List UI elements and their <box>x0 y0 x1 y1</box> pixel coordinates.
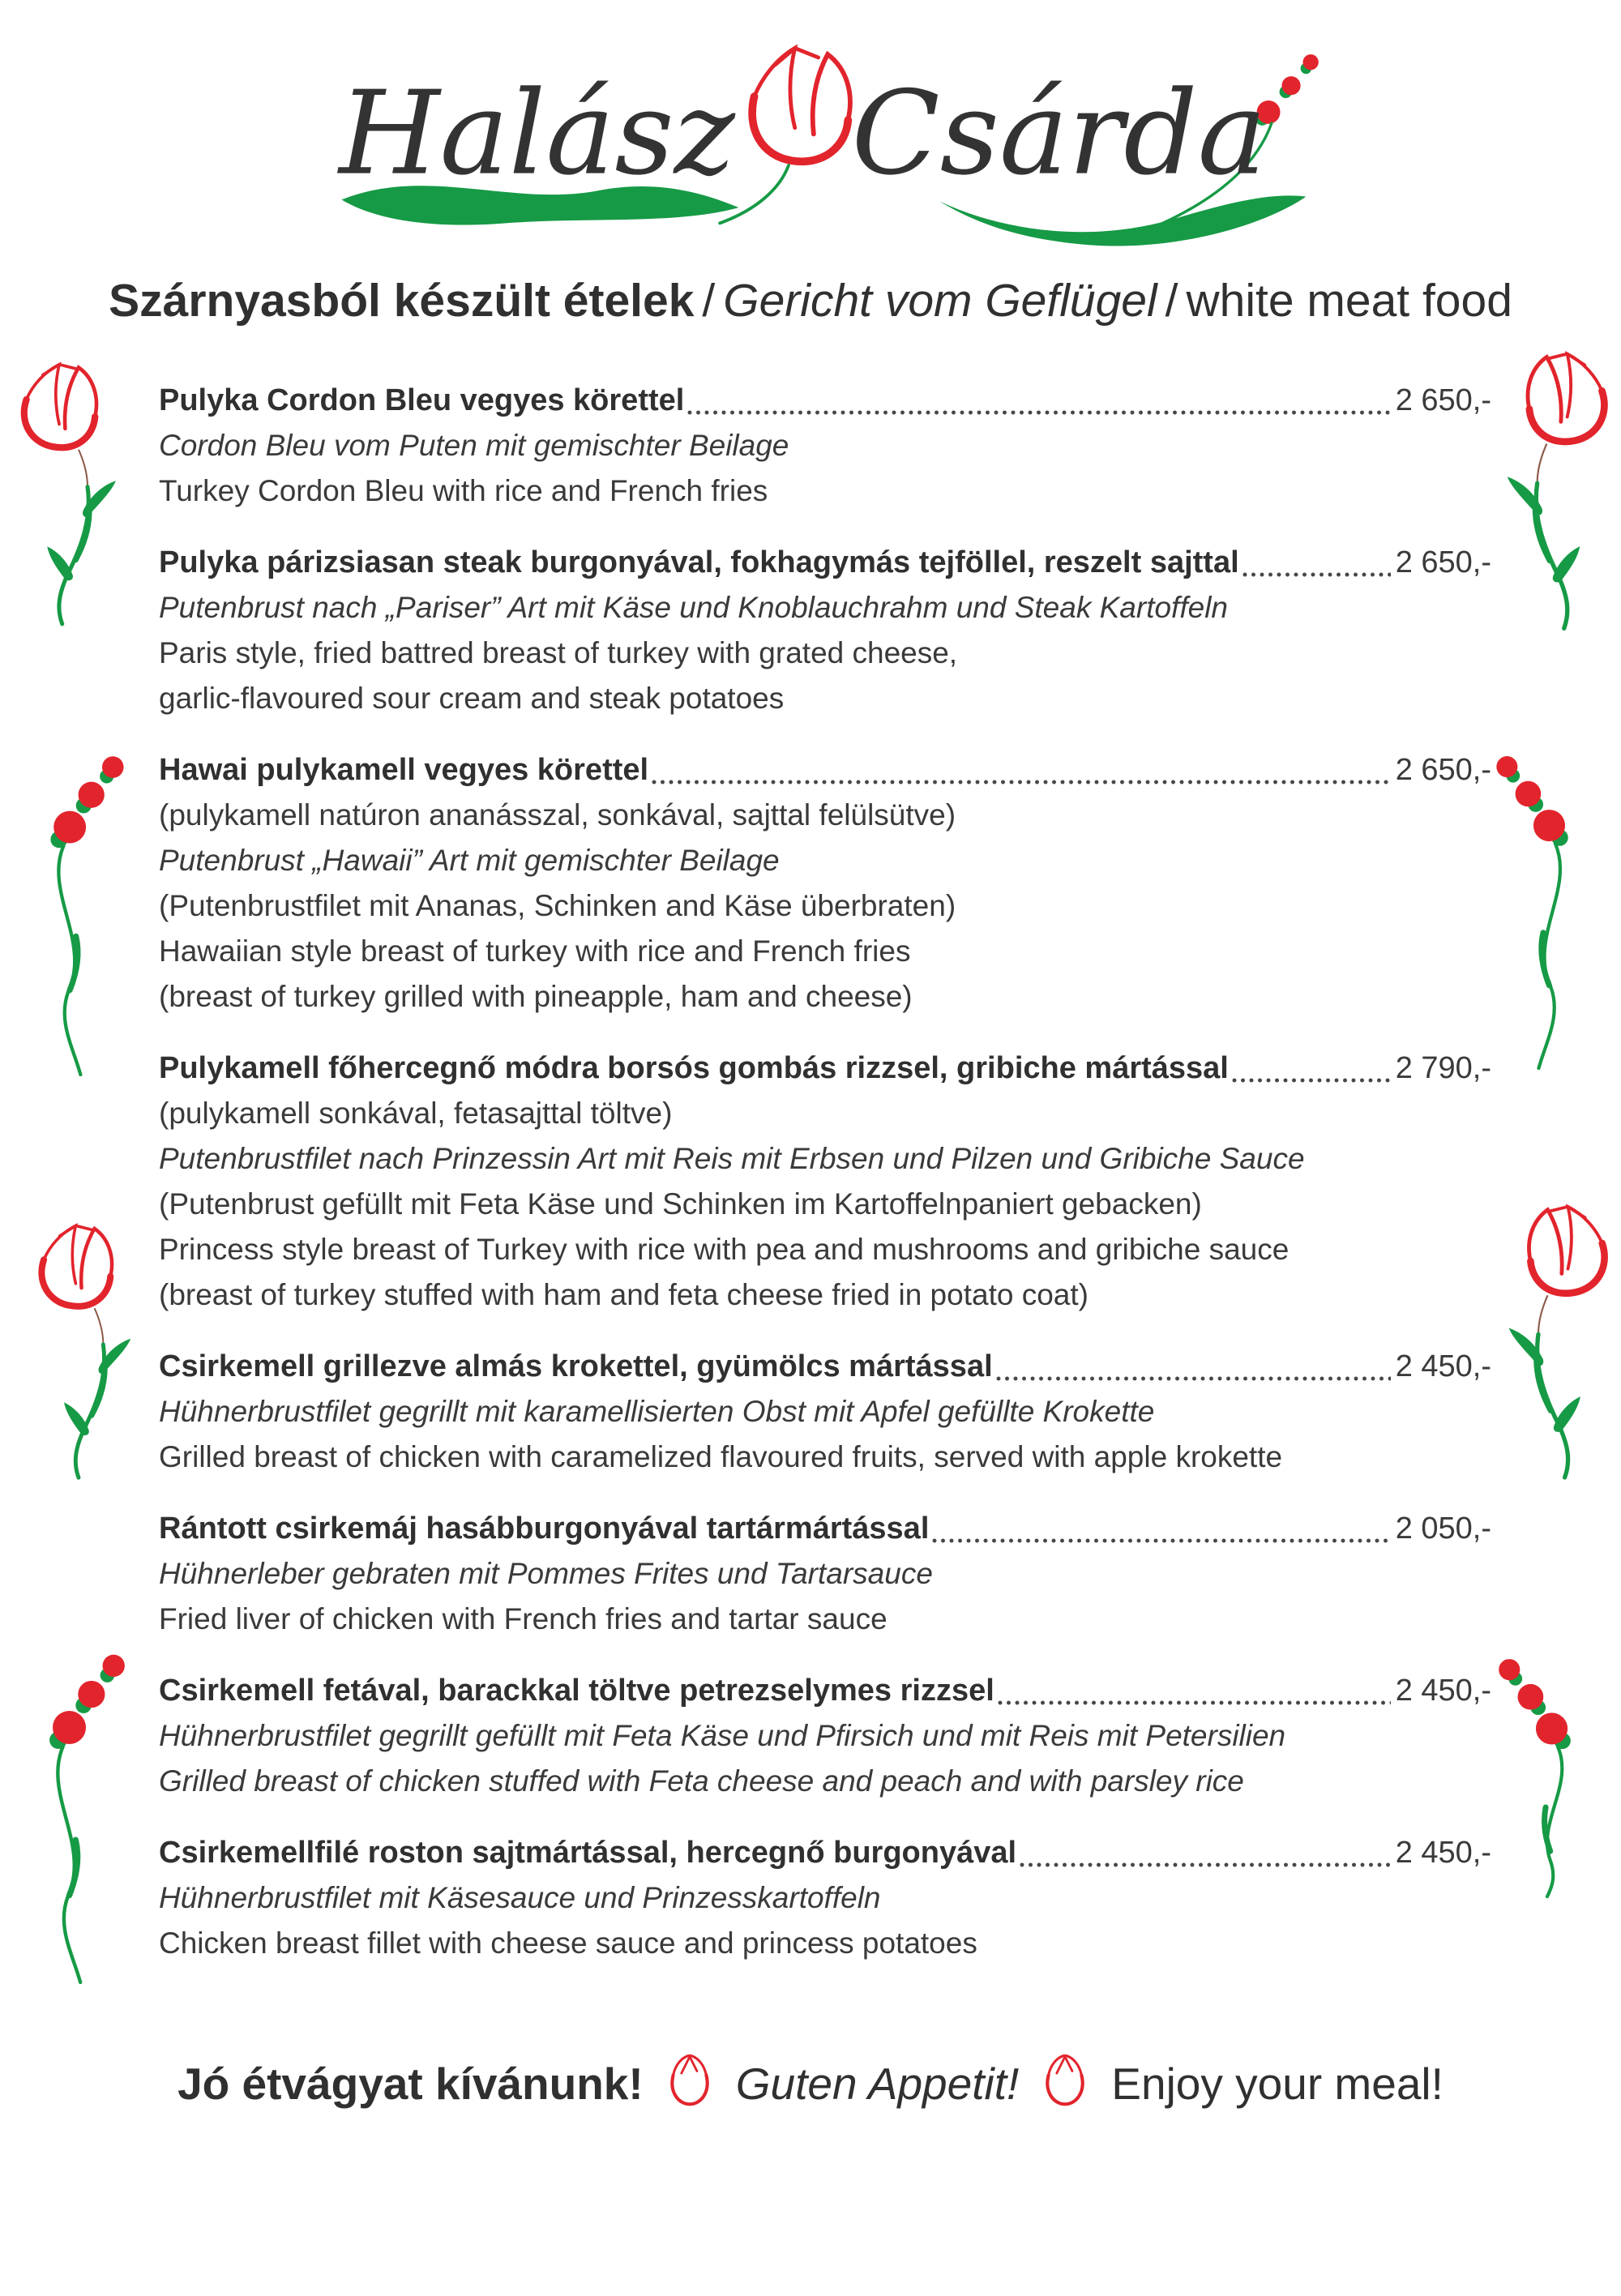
dish-title-row <box>159 540 1491 585</box>
dish-price: 2 450,- <box>1395 1836 1491 1870</box>
dish-descriptions <box>159 1713 1491 1804</box>
dotted-leader <box>687 410 1390 415</box>
menu-item <box>159 1506 1491 1642</box>
dish-price: 2 790,- <box>1395 1051 1491 1085</box>
dish-title-row <box>159 1668 1491 1713</box>
berries-icon <box>1485 746 1580 1070</box>
dish-description-line: (Putenbrustfilet mit Ananas, Schinken and Käse überbraten) <box>159 889 956 922</box>
tulip-icon <box>1499 1199 1616 1481</box>
dish-description-line: garlic-flavoured sour cream and steak potatoes <box>159 682 785 715</box>
menu-item <box>159 1045 1491 1318</box>
dish-description-line: Hawaiian style breast of turkey with rice and French fries <box>159 934 911 968</box>
tulip-icon <box>665 2050 715 2110</box>
dish-descriptions <box>159 423 1491 514</box>
dish-price: 2 650,- <box>1395 753 1491 787</box>
dish-description-line: Fried liver of chicken with French fries and tartar sauce <box>159 1602 887 1635</box>
dotted-leader <box>1232 1078 1391 1083</box>
berries-icon <box>39 746 135 1076</box>
footer-english: Enjoy your meal! <box>1111 2059 1444 2109</box>
footer-german: Guten Appetit! <box>735 2059 1020 2109</box>
dish-description-line: (Putenbrust gefüllt mit Feta Käse und Schinken im Kartoffelnpaniert gebacken) <box>159 1187 1202 1221</box>
logo-graphic <box>211 34 1410 253</box>
tulip-icon <box>31 1214 139 1486</box>
dish-descriptions <box>159 1389 1491 1480</box>
menu-item <box>159 1344 1491 1480</box>
menu-item <box>159 378 1491 514</box>
heading-german: Gericht vom Geflügel <box>723 275 1157 327</box>
dish-price: 2 650,- <box>1395 383 1491 417</box>
menu-item <box>159 1830 1491 1966</box>
heading-separator: / <box>1165 275 1178 327</box>
dish-description-line: (breast of turkey grilled with pineapple, ham and cheese) <box>159 980 913 1013</box>
dish-price: 2 650,- <box>1395 545 1491 579</box>
footer-greeting <box>0 2057 1621 2110</box>
logo-tulip-icon <box>720 48 850 223</box>
berries-icon <box>1490 1644 1580 1903</box>
dish-description-line: Putenbrust „Hawaii” Art mit gemischter Beilage <box>159 844 780 877</box>
dish-price: 2 050,- <box>1395 1511 1491 1546</box>
dotted-leader <box>932 1538 1390 1543</box>
dotted-leader <box>998 1700 1391 1705</box>
dish-description-line: Princess style breast of Turkey with rice with pea and mushrooms and gribiche sauce <box>159 1233 1290 1266</box>
dish-descriptions <box>159 1551 1491 1642</box>
tulip-icon <box>13 355 125 631</box>
dish-name: Hawai pulykamell vegyes körettel <box>159 753 649 787</box>
dotted-leader <box>996 1376 1391 1381</box>
dish-description-line: Hühnerbrustfilet mit Käsesauce und Prinzesskartoffeln <box>159 1881 881 1914</box>
menu-item <box>159 540 1491 721</box>
dish-description-line: Grilled breast of chicken stuffed with Feta cheese and peach and with parsley rice <box>159 1764 1244 1798</box>
heading-separator: / <box>702 275 716 327</box>
tulip-icon <box>1498 347 1616 632</box>
dish-price: 2 450,- <box>1395 1349 1491 1383</box>
heading-hungarian: Szárnyasból készült ételek <box>109 275 695 327</box>
dish-description-line: Putenbrust nach „Pariser” Art mit Käse und Knoblauchrahm und Steak Kartoffeln <box>159 591 1228 624</box>
dotted-leader <box>652 780 1391 785</box>
dotted-leader <box>1242 572 1391 577</box>
tulip-icon <box>1040 2050 1090 2110</box>
dish-description-line: (breast of turkey stuffed with ham and feta cheese fried in potato coat) <box>159 1278 1089 1311</box>
logo-word-csarda: Csárda <box>851 66 1267 201</box>
berries-icon <box>39 1644 135 1984</box>
menu-item <box>159 1668 1491 1804</box>
logo-swoosh-right <box>939 195 1306 246</box>
dish-description-line: Chicken breast fillet with cheese sauce and princess potatoes <box>159 1926 977 1960</box>
dish-description-line: Cordon Bleu vom Puten mit gemischter Beilage <box>159 429 789 462</box>
dish-name: Csirkemell fetával, barackkal töltve petrezselymes rizzsel <box>159 1674 994 1708</box>
dish-name: Csirkemellfilé roston sajtmártással, hercegnő burgonyával <box>159 1836 1017 1870</box>
logo-word-halasz: Halász <box>339 66 735 201</box>
dish-name: Pulyka Cordon Bleu vegyes körettel <box>159 383 685 417</box>
dish-title-row <box>159 378 1491 423</box>
dish-description-line: (pulykamell natúron ananásszal, sonkával, sajttal felülsütve) <box>159 798 956 832</box>
footer-hungarian: Jó étvágyat kívánunk! <box>177 2059 644 2109</box>
dish-name: Rántott csirkemáj hasábburgonyával tartármártással <box>159 1511 930 1546</box>
restaurant-logo <box>211 34 1410 253</box>
dish-description-line: (pulykamell sonkával, fetasajttal töltve) <box>159 1097 673 1130</box>
dish-title-row <box>159 1045 1491 1091</box>
dish-name: Pulyka párizsiasan steak burgonyával, fokhagymás tejföllel, reszelt sajttal <box>159 545 1239 579</box>
dish-description-line: Hühnerbrustfilet gegrillt mit karamellisierten Obst mit Apfel gefüllte Krokette <box>159 1395 1155 1428</box>
menu-items-list <box>159 378 1491 1966</box>
dish-title-row <box>159 747 1491 793</box>
dish-title-row <box>159 1344 1491 1389</box>
dish-name: Pulykamell főhercegnő módra borsós gombás rizzsel, gribiche mártással <box>159 1051 1229 1085</box>
dish-descriptions <box>159 1875 1491 1966</box>
dish-descriptions <box>159 1091 1491 1318</box>
dish-price: 2 450,- <box>1395 1674 1491 1708</box>
menu-item <box>159 747 1491 1020</box>
dish-name: Csirkemell grillezve almás krokettel, gyümölcs mártással <box>159 1349 993 1383</box>
dish-description-line: Hühnerleber gebraten mit Pommes Frites und Tartarsauce <box>159 1557 933 1590</box>
dish-description-line: Grilled breast of chicken with caramelized flavoured fruits, served with apple krokette <box>159 1440 1283 1473</box>
dish-description-line: Paris style, fried battred breast of turkey with grated cheese, <box>159 636 958 669</box>
dish-title-row <box>159 1506 1491 1551</box>
section-heading <box>0 274 1621 327</box>
dotted-leader <box>1020 1862 1391 1867</box>
dish-description-line: Hühnerbrustfilet gegrillt gefüllt mit Feta Käse und Pfirsich und mit Reis mit Petersilien <box>159 1719 1286 1752</box>
dish-title-row <box>159 1830 1491 1875</box>
dish-description-line: Putenbrustfilet nach Prinzessin Art mit Reis mit Erbsen und Pilzen und Gribiche Sauce <box>159 1142 1305 1175</box>
dish-descriptions <box>159 585 1491 721</box>
dish-description-line: Turkey Cordon Bleu with rice and French fries <box>159 474 768 507</box>
dish-descriptions <box>159 793 1491 1020</box>
heading-english: white meat food <box>1186 275 1512 327</box>
